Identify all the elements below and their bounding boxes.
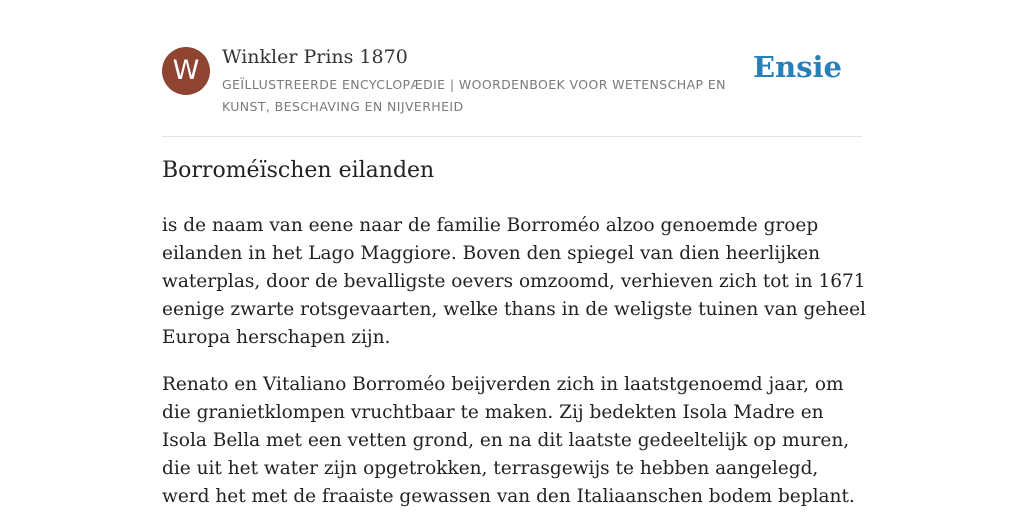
article-paragraph: Renato en Vitaliano Borroméo beijverden zich in laatstgenoemd jaar, om die granietklompen vruchtbaar te maken. Zij bedekten Isola Madre en Isola Bella met een vetten grond, en na dit laatste gedeeltelijk op muren, die uit het water zijn opgetrokken, terrasgewijs te hebben aangelegd, werd het met de fraaiste gewassen van den Italiaanschen bodem beplant. [162, 374, 855, 507]
source-avatar[interactable]: W [162, 47, 210, 95]
article-body [162, 212, 867, 512]
article-paragraph: is de naam van eene naar de familie Borroméo alzoo genoemde groep eilanden in het Lago Maggiore. Boven den spiegel van dien heerlijken waterplas, door de bevalligste oevers omzoomd, verhieven zich tot in 1671 eenige zwarte rotsgevaarten, welke thans in de weligste tuinen van geheel Europa herschapen zijn. [162, 215, 866, 348]
brand-logo[interactable]: Ensie [753, 50, 842, 84]
source-subtitle: GEÏLLUSTREERDE ENCYCLOPÆDIE | WOORDENBOEK VOOR WETENSCHAP EN KUNST, BESCHAVING EN NIJVERHEID [222, 77, 726, 114]
source-title[interactable]: Winkler Prins 1870 [222, 46, 408, 68]
article-title: Borroméïschen eilanden [162, 158, 435, 183]
source-header [162, 44, 862, 137]
